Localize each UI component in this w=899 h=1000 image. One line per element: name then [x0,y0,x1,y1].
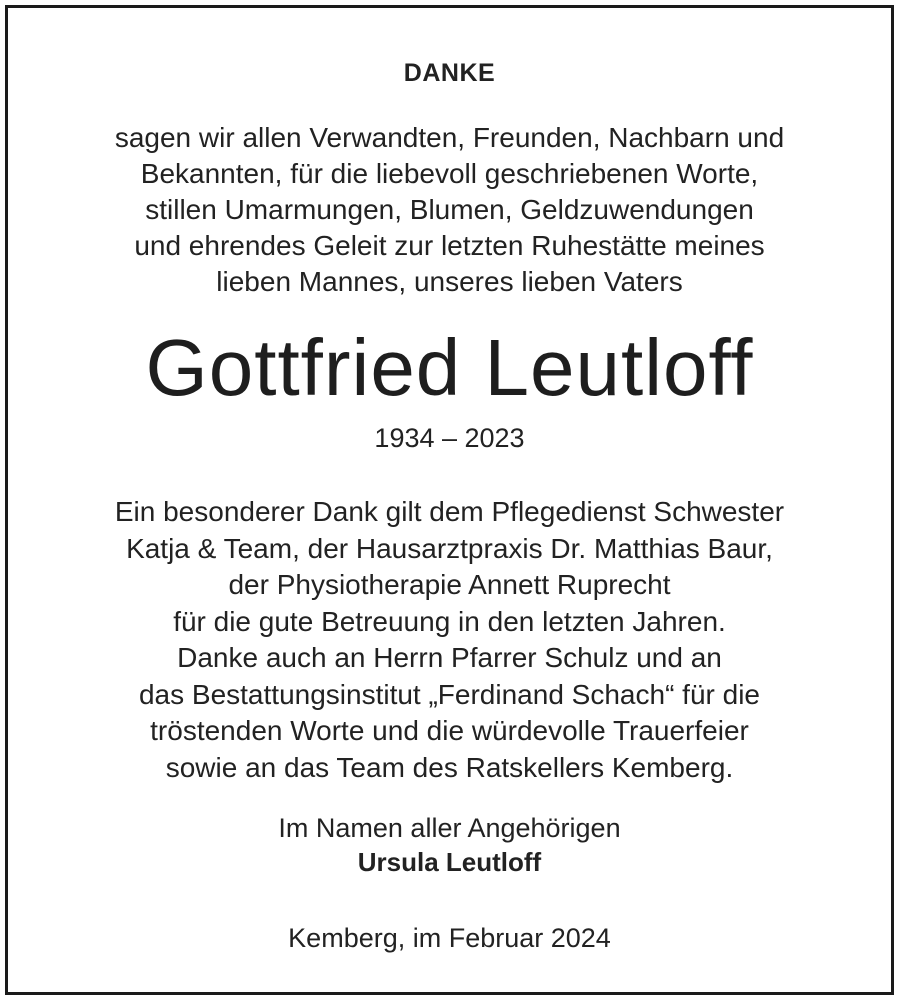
intro-line: Bekannten, für die liebevoll geschriebenen Worte, [140,158,759,189]
thanks-line: Katja & Team, der Hausarztpraxis Dr. Matthias Baur, [126,532,773,564]
intro-line: stillen Umarmungen, Blumen, Geldzuwendungen [145,194,754,225]
thanks-line: Danke auch an Herrn Pfarrer Schulz und an [177,642,722,673]
intro-line: lieben Mannes, unseres lieben Vaters [216,266,683,297]
signer-name: Ursula Leutloff [357,847,542,877]
intro-line: sagen wir allen Verwandten, Freunden, Nachbarn und [114,122,785,153]
life-years: 1934 – 2023 [374,423,525,453]
intro-paragraph [0,120,899,300]
thanks-line: sowie an das Team des Ratskellers Kemberg. [165,751,734,783]
thanks-line: für die gute Betreuung in den letzten Jahren. [173,605,726,637]
thanks-line: Ein besonderer Dank gilt dem Pflegedienst Schwester [114,496,785,527]
place-date: Kemberg, im Februar 2024 [288,923,611,953]
thanks-line: der Physiotherapie Annett Ruprecht [228,569,671,600]
intro-line: und ehrendes Geleit zur letzten Ruhestätte meines [134,230,765,261]
thanks-paragraph [0,494,899,786]
notice-heading: DANKE [403,59,496,87]
deceased-name: Gottfried Leutloff [145,323,754,412]
thanks-line: tröstenden Worte und die würdevolle Trauerfeier [150,715,749,746]
thanks-line: das Bestattungsinstitut „Ferdinand Schach“ für die [138,678,760,710]
closing-line: Im Namen aller Angehörigen [278,813,621,843]
